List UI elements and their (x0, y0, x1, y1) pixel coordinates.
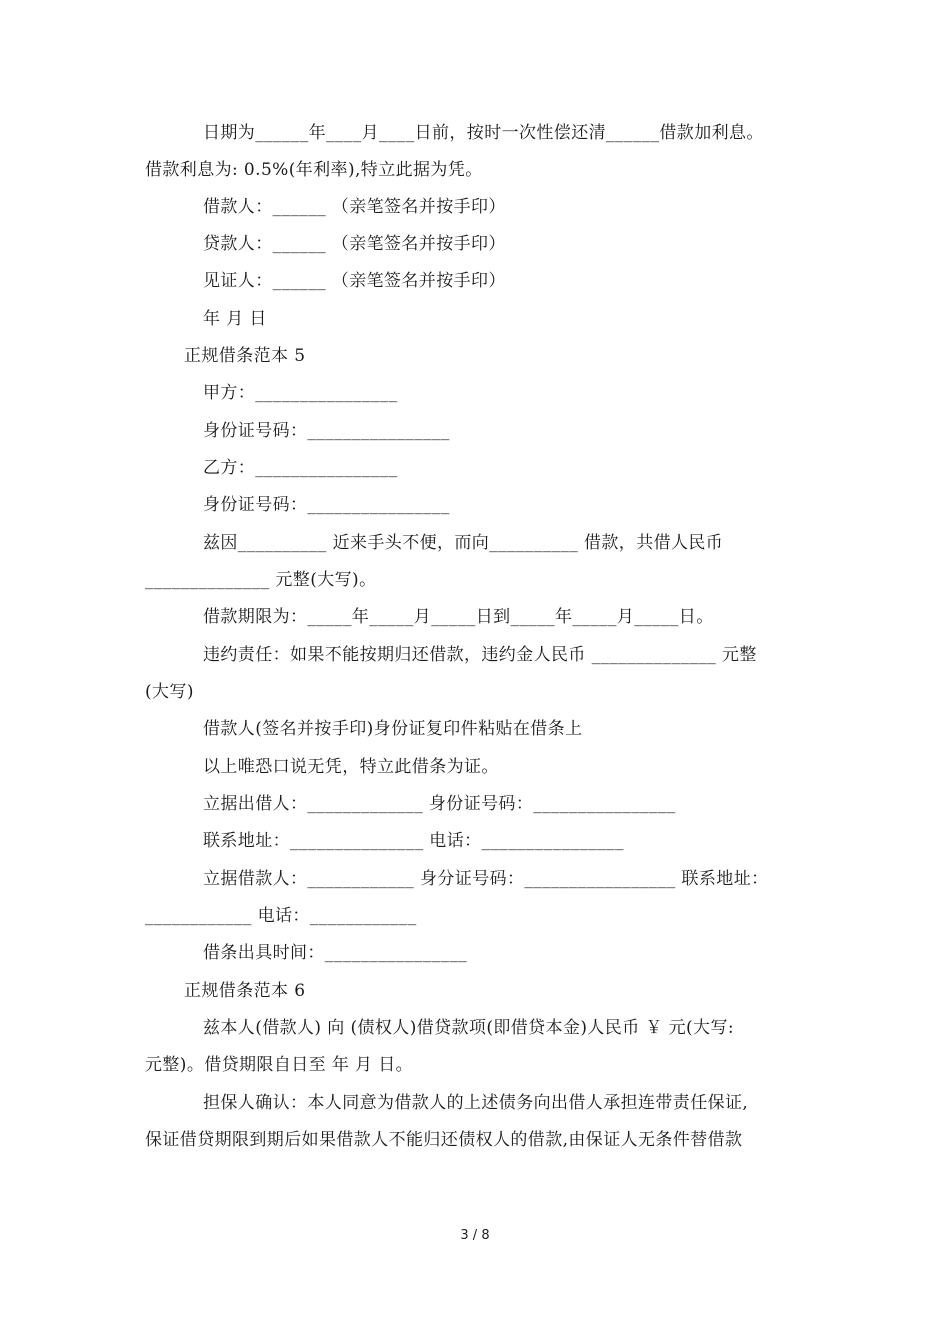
text-line: 身份证号码：________________ (203, 421, 450, 441)
text-line: 保证借贷期限到期后如果借款人不能归还债权人的借款,由保证人无条件替借款 (145, 1130, 743, 1150)
text-line: 元整)。借贷期限自日至 年 月 日。 (145, 1055, 414, 1075)
text-line: 兹因__________ 近来手头不便，而向__________ 借款，共借人民币 (203, 533, 724, 553)
text-line: ______________ 元整(大写)。 (145, 570, 377, 590)
text-line: 年 月 日 (203, 309, 267, 329)
text-line: 违约责任：如果不能按期归还借款，违约金人民币 ______________ 元整 (203, 645, 757, 665)
text-line: 立据出借人：_____________ 身份证号码：________________ (203, 794, 676, 814)
text-line: 联系地址：_______________ 电话：________________ (203, 831, 624, 851)
text-line: 以上唯恐口说无凭，特立此借条为证。 (203, 757, 499, 777)
text-line: 见证人：______ （亲笔签名并按手印） (203, 271, 506, 291)
text-line: 借条出具时间：________________ (203, 943, 468, 963)
section-heading: 正规借条范本 5 (184, 346, 306, 366)
text-line: (大写) (145, 682, 194, 702)
text-line: 日期为______年____月____日前，按时一次性偿还清______借款加利息。 (203, 123, 764, 143)
section-heading: 正规借条范本 6 (184, 981, 306, 1001)
text-line: 身份证号码：________________ (203, 495, 450, 515)
text-line: 借款人(签名并按手印)身份证复印件粘贴在借条上 (203, 719, 583, 739)
page-number: 3 / 8 (460, 1228, 490, 1243)
text-line: 兹本人(借款人) 向 (债权人)借贷款项(即借贷本金)人民币 ￥ 元(大写: (203, 1018, 734, 1038)
text-line: 担保人确认：本人同意为借款人的上述债务向出借人承担连带责任保证, (203, 1093, 749, 1113)
text-line: 贷款人：______ （亲笔签名并按手印） (203, 234, 506, 254)
text-line: 乙方：________________ (203, 458, 398, 478)
text-line: 借款利息为: 0.5%(年利率),特立此据为凭。 (145, 160, 483, 180)
text-line: 甲方：________________ (203, 383, 398, 403)
text-line: ____________ 电话：____________ (145, 906, 417, 926)
text-line: 借款人：______ （亲笔签名并按手印） (203, 197, 506, 217)
text-line: 立据借款人：____________ 身分证号码：_________________ 联系地址： (203, 869, 769, 889)
text-line: 借款期限为：_____年_____月_____日到_____年_____月_____日。 (203, 607, 714, 627)
